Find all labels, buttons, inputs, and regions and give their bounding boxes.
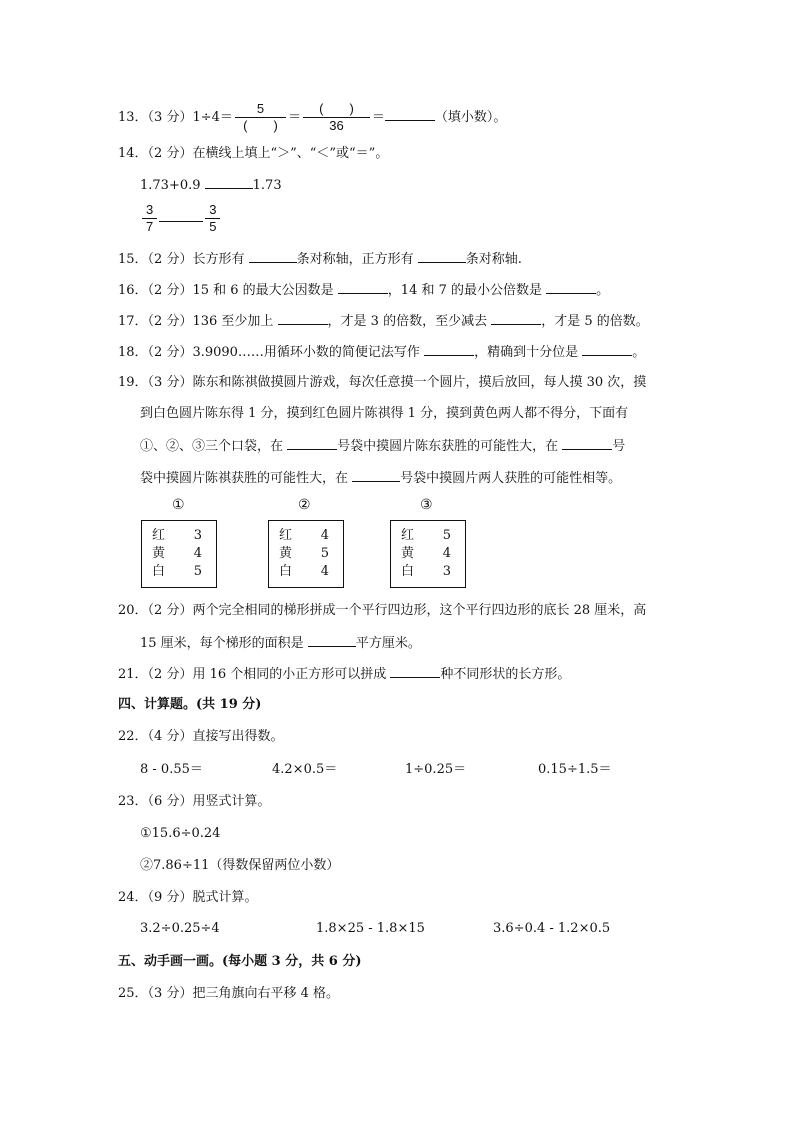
question-23: 23．（6 分）用竖式计算。 [118,794,271,809]
q24-item-1: 3.2÷0.25÷4 [140,921,220,936]
bag-1-count: 5 [193,564,202,579]
q18-p1: 18．（2 分）3.9090……用循环小数的简便记法写作 [118,345,425,360]
q14-f1-den: 7 [146,219,154,234]
q16-blank-2[interactable] [546,279,596,294]
q19-l4b: 号袋中摸圆片两人获胜的可能性相等。 [400,471,622,486]
q13-f1-den: ( ) [243,118,278,133]
q14-item-2 [140,202,222,235]
q17-p2: ，才是 3 的倍数，至少减去 [327,314,492,329]
bag-1-color: 红 [152,528,166,543]
q14-fraction-1 [142,202,157,235]
q19-blank-2[interactable] [562,435,612,450]
q14-f2-den: 5 [209,219,217,234]
q16-blank-1[interactable] [338,279,388,294]
q14-f2-num: 3 [205,202,220,219]
q14-b: 1.73 [252,178,282,193]
q24-item-3: 3.6÷0.4 - 1.2×0.5 [493,921,611,936]
q18-p2: ，精确到十分位是 [474,345,583,360]
question-14: 14．（2 分）在横线上填上“＞”、“＜”或“＝”。 [118,146,389,161]
bag-2-count: 4 [320,528,329,543]
q14-item-1 [140,174,282,196]
q19-blank-3[interactable] [352,467,400,482]
question-19-line-4 [140,467,621,489]
question-18 [118,341,645,363]
bag-1-color: 黄 [152,546,166,561]
bag-3-color: 白 [401,564,415,579]
bag-1 [141,520,217,588]
bag-2-color: 白 [279,564,293,579]
q13-blank[interactable] [385,106,435,121]
bag-3-label: ③ [420,497,433,513]
bag-3-color: 红 [401,528,415,543]
question-17 [118,310,649,332]
q16-p1: 16．（2 分）15 和 6 的最大公因数是 [118,283,338,298]
bag-1-count: 4 [193,546,202,561]
q13-f1-num: 5 [235,101,286,118]
q15-p3: 条对称轴. [465,252,522,267]
q17-p1: 17．（2 分）136 至少加上 [118,314,278,329]
question-13 [118,101,506,134]
q23-item-1: ①15.6÷0.24 [140,826,221,841]
q19-l3b: 号袋中摸圆片陈东获胜的可能性大，在 [337,439,563,454]
question-19-line-3 [140,435,625,457]
q13-fraction-2 [303,101,370,134]
q19-blank-1[interactable] [287,435,337,450]
q13-eq-2: ＝ [371,110,385,125]
bag-1-label: ① [172,497,185,513]
q16-p3: 。 [596,283,610,298]
q21-p1: 21．（2 分）用 16 个相同的小正方形可以拼成 [118,667,391,682]
question-20-line-1: 20．（2 分）两个完全相同的梯形拼成一个平行四边形，这个平行四边形的底长 28 厘米，高 [118,603,647,618]
q18-blank-2[interactable] [582,341,632,356]
question-21 [118,663,570,685]
q16-p2: ，14 和 7 的最小公倍数是 [387,283,547,298]
q15-blank-2[interactable] [418,248,466,263]
q15-blank-1[interactable] [249,248,297,263]
q21-blank[interactable] [390,663,440,678]
q13-prefix: 13．（3 分）1÷4＝ [118,110,233,125]
q17-blank-2[interactable] [491,310,541,325]
bag-3-count: 3 [442,564,451,579]
question-25: 25．（3 分）把三角旗向右平移 4 格。 [118,986,339,1001]
bag-3-count: 5 [442,528,451,543]
q19-l4a: 袋中摸圆片陈祺获胜的可能性大，在 [140,471,353,486]
q14-fraction-2 [205,202,220,235]
bag-2-color: 黄 [279,546,293,561]
q13-f2-den: 36 [329,118,344,133]
q18-blank-1[interactable] [424,341,474,356]
q13-suffix: （填小数）。 [434,110,507,125]
question-19-line-1: 19．（3 分）陈东和陈祺做摸圆片游戏，每次任意摸一个圆片，摸后放回，每人摸 30 次，摸 [118,375,647,390]
q24-item-2: 1.8×25 - 1.8×15 [316,921,425,936]
q21-p2: 种不同形状的长方形。 [440,667,571,682]
bag-3-color: 黄 [401,546,415,561]
q22-item-3: 1÷0.25＝ [405,762,467,777]
q14-blank-1[interactable] [205,174,253,189]
bag-1-color: 白 [152,564,166,579]
q14-blank-2[interactable] [159,207,203,222]
q20-blank[interactable] [308,632,356,647]
question-15 [118,248,522,270]
q22-item-4: 0.15÷1.5＝ [538,762,612,777]
q13-fraction-1 [235,101,286,134]
question-24: 24．（9 分）脱式计算。 [118,890,258,905]
question-22: 22．（4 分）直接写出得数。 [118,729,284,744]
q19-l3a: ①、②、③三个口袋，在 [140,439,288,454]
q19-l3c: 号 [612,439,626,454]
q14-f1-num: 3 [142,202,157,219]
q17-blank-1[interactable] [278,310,328,325]
bag-2 [268,520,344,588]
section-5-heading: 五、动手画一画。(每小题 3 分，共 6 分) [118,954,362,969]
bag-2-count: 5 [320,546,329,561]
bag-2-label: ② [298,497,311,513]
q20-l2b: 平方厘米。 [355,636,421,651]
question-20-line-2 [140,632,421,654]
bag-3-count: 4 [442,546,451,561]
question-16 [118,279,609,301]
q22-item-2: 4.2×0.5＝ [272,762,338,777]
q17-p3: ，才是 5 的倍数。 [541,314,649,329]
bag-3 [390,520,466,588]
bag-2-count: 4 [320,564,329,579]
q20-l2a: 15 厘米，每个梯形的面积是 [140,636,308,651]
q15-p2: 条对称轴，正方形有 [296,252,418,267]
bag-1-count: 3 [193,528,202,543]
bag-2-color: 红 [279,528,293,543]
q15-p1: 15．（2 分）长方形有 [118,252,249,267]
q14-a: 1.73+0.9 [140,178,201,193]
section-4-heading: 四、计算题。(共 19 分) [118,697,262,712]
q22-item-1: 8 - 0.55＝ [140,762,203,777]
q13-f2-num: ( ) [303,101,370,118]
question-19-line-2: 到白色圆片陈东得 1 分，摸到红色圆片陈祺得 1 分，摸到黄色两人都不得分，下面有 [140,406,629,421]
q23-item-2: ②7.86÷11（得数保留两位小数） [140,858,340,873]
q13-eq-1: ＝ [288,110,302,125]
q18-p3: 。 [632,345,646,360]
